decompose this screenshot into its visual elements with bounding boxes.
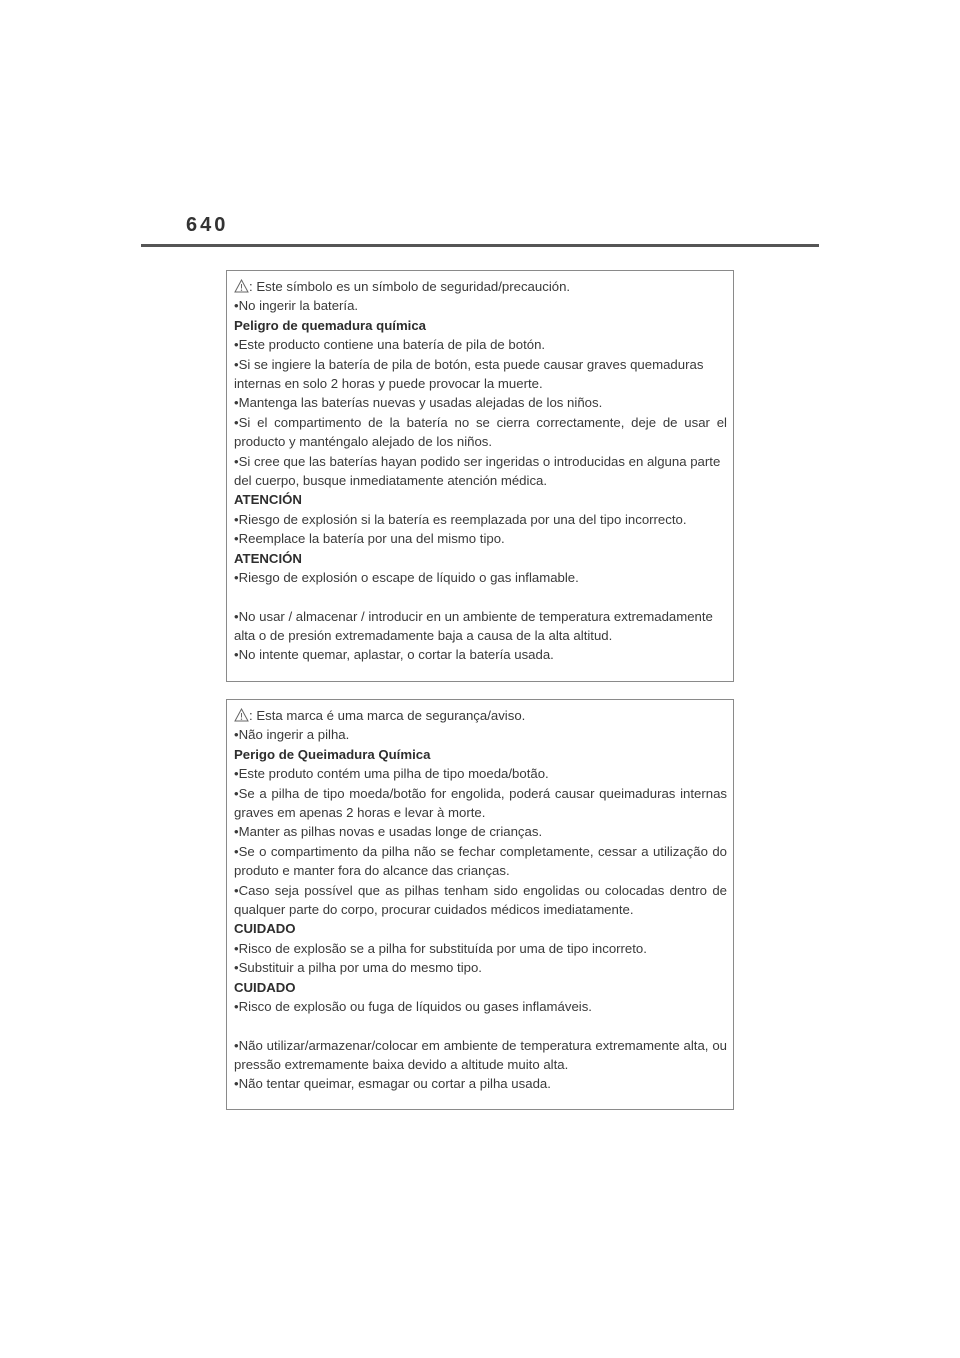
symbol-legend-line	[234, 277, 727, 296]
spanish-safety-notice	[226, 270, 734, 682]
notice-line: •Este produto contém uma pilha de tipo moeda/botão.	[234, 766, 549, 782]
notice-line: •Mantenga las baterías nuevas y usadas alejadas de los niños.	[234, 395, 603, 411]
notice-line: •Não tentar queimar, esmagar ou cortar a pilha usada.	[234, 1076, 551, 1092]
caution-heading: ATENCIÓN	[234, 550, 302, 566]
notice-line: •Não ingerir a pilha.	[234, 727, 350, 743]
notice-line: •No usar / almacenar / introducir en un ambiente de temperatura extremadamente alta o de presión extremadamente baja a causa de la alta altitud.	[234, 608, 713, 643]
symbol-legend-text: : Esta marca é uma marca de segurança/aviso.	[249, 708, 526, 723]
notice-line: •No intente quemar, aplastar, o cortar la batería usada.	[234, 647, 554, 663]
notice-line: •Caso seja possível que as pilhas tenham sido engolidas ou colocadas dentro de qualquer parte do corpo, procurar cuidados médicos imediatamente.	[234, 882, 727, 918]
notice-line: •Riesgo de explosión si la batería es reemplazada por una del tipo incorrecto.	[234, 511, 687, 527]
notice-line: •Riesgo de explosión o escape de líquido o gas inflamable.	[234, 570, 579, 586]
notice-line: •Risco de explosão ou fuga de líquidos ou gases inflamáveis.	[234, 999, 592, 1015]
symbol-legend-line	[234, 706, 727, 725]
notice-line: •Risco de explosão se a pilha for substituída por uma de tipo incorreto.	[234, 940, 647, 956]
caution-heading: CUIDADO	[234, 921, 296, 937]
spacer	[234, 1017, 727, 1036]
header-divider	[141, 244, 819, 247]
notice-line: •Não utilizar/armazenar/colocar em ambiente de temperatura extremamente alta, ou pressão extremamente baixa devido a altitude muito alta.	[234, 1037, 727, 1072]
portuguese-safety-notice	[226, 699, 734, 1110]
warning-triangle-icon	[234, 279, 249, 293]
notice-line: •Si se ingiere la batería de pila de botón, esta puede causar graves quemaduras internas en solo 2 horas y puede provocar la muerte.	[234, 356, 704, 392]
page-number: 640	[186, 214, 229, 236]
notice-line: •Se a pilha de tipo moeda/botão for engolida, poderá causar queimaduras internas graves em apenas 2 horas e levar à morte.	[234, 785, 727, 821]
symbol-legend-text: : Este símbolo es un símbolo de seguridad/precaución.	[249, 279, 571, 294]
caution-heading: CUIDADO	[234, 979, 296, 995]
notice-line: •No ingerir la batería.	[234, 298, 359, 314]
warning-triangle-icon	[234, 708, 249, 722]
section-heading: Perigo de Queimadura Química	[234, 746, 431, 762]
caution-heading: ATENCIÓN	[234, 492, 302, 508]
notice-line: •Manter as pilhas novas e usadas longe de crianças.	[234, 824, 543, 840]
notice-line: •Si cree que las baterías hayan podido ser ingeridas o introducidas en alguna parte del cuerpo, busque inmediatamente atención médica.	[234, 453, 721, 489]
spacer	[234, 588, 727, 607]
notice-line: •Este producto contiene una batería de pila de botón.	[234, 337, 546, 353]
notice-line: •Reemplace la batería por una del mismo tipo.	[234, 531, 505, 547]
section-heading: Peligro de quemadura química	[234, 317, 426, 333]
notice-line: •Si el compartimento de la batería no se cierra correctamente, deje de usar el producto y manténgalo alejado de los niños.	[234, 414, 727, 450]
notice-line: •Se o compartimento da pilha não se fechar completamente, cessar a utilização do produto e manter fora do alcance das crianças.	[234, 843, 727, 879]
notice-line: •Substituir a pilha por uma do mesmo tipo.	[234, 960, 482, 976]
